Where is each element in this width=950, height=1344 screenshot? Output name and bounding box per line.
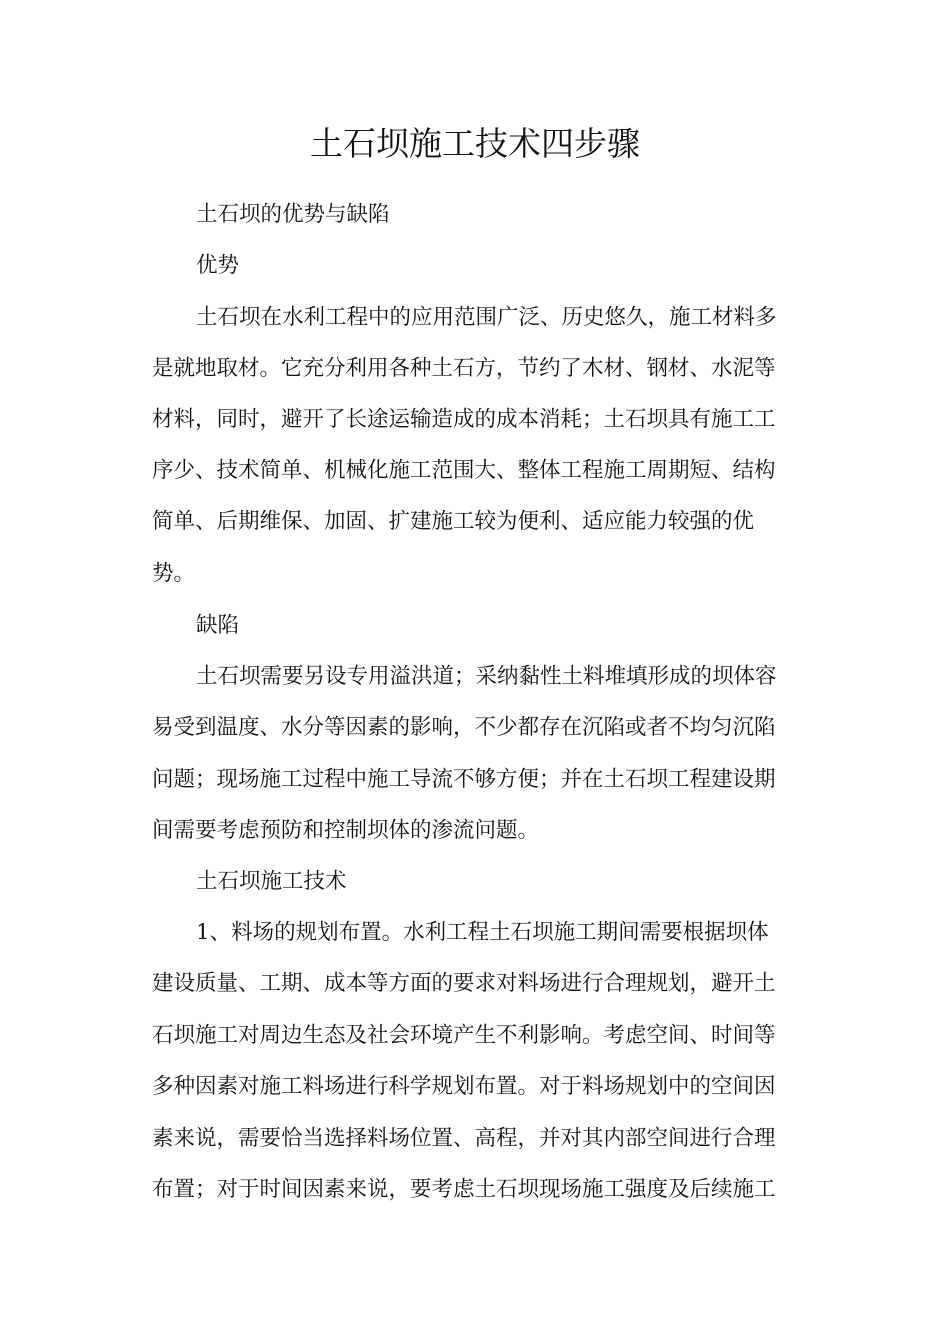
- paragraph-line: 多种因素对施工料场进行科学规划布置。对于料场规划中的空间因: [152, 1074, 776, 1099]
- subheading-disadvantages: 缺陷: [196, 613, 240, 638]
- paragraph-line: 材料，同时，避开了长途运输造成的成本消耗；土石坝具有施工工: [152, 407, 776, 432]
- paragraph-line: 建设质量、工期、成本等方面的要求对料场进行合理规划，避开土: [152, 971, 776, 996]
- paragraph-line: 易受到温度、水分等因素的影响，不少都存在沉陷或者不均匀沉陷: [152, 715, 776, 740]
- paragraph-line: 势。: [152, 561, 196, 586]
- paragraph-line: 简单、后期维保、加固、扩建施工较为便利、适应能力较强的优: [152, 509, 755, 534]
- paragraph-line: 序少、技术简单、机械化施工范围大、整体工程施工周期短、结构: [152, 458, 776, 483]
- paragraph-line: 间需要考虑预防和控制坝体的渗流问题。: [152, 818, 540, 843]
- paragraph-line: 1、料场的规划布置。水利工程土石坝施工期间需要根据坝体: [196, 920, 769, 945]
- paragraph-line: 土石坝在水利工程中的应用范围广泛、历史悠久，施工材料多: [196, 305, 777, 330]
- paragraph-line: 问题；现场施工过程中施工导流不够方便；并在土石坝工程建设期: [152, 767, 776, 792]
- paragraph-line: 是就地取材。它充分利用各种土石方，节约了木材、钢材、水泥等: [152, 356, 776, 381]
- subheading-advantages: 优势: [196, 253, 240, 278]
- paragraph-line: 布置；对于时间因素来说，要考虑土石坝现场施工强度及后续施工: [152, 1177, 776, 1202]
- paragraph-line: 土石坝需要另设专用溢洪道；采纳黏性土料堆填形成的坝体容: [196, 664, 777, 689]
- paragraph-line: 素来说，需要恰当选择料场位置、高程，并对其内部空间进行合理: [152, 1126, 776, 1151]
- section-heading-advantages-disadvantages: 土石坝的优势与缺陷: [196, 202, 390, 227]
- section-heading-technique: 土石坝施工技术: [196, 869, 347, 894]
- paragraph-line: 石坝施工对周边生态及社会环境产生不利影响。考虑空间、时间等: [152, 1023, 776, 1048]
- document-title: 土石坝施工技术四步骤: [310, 124, 640, 163]
